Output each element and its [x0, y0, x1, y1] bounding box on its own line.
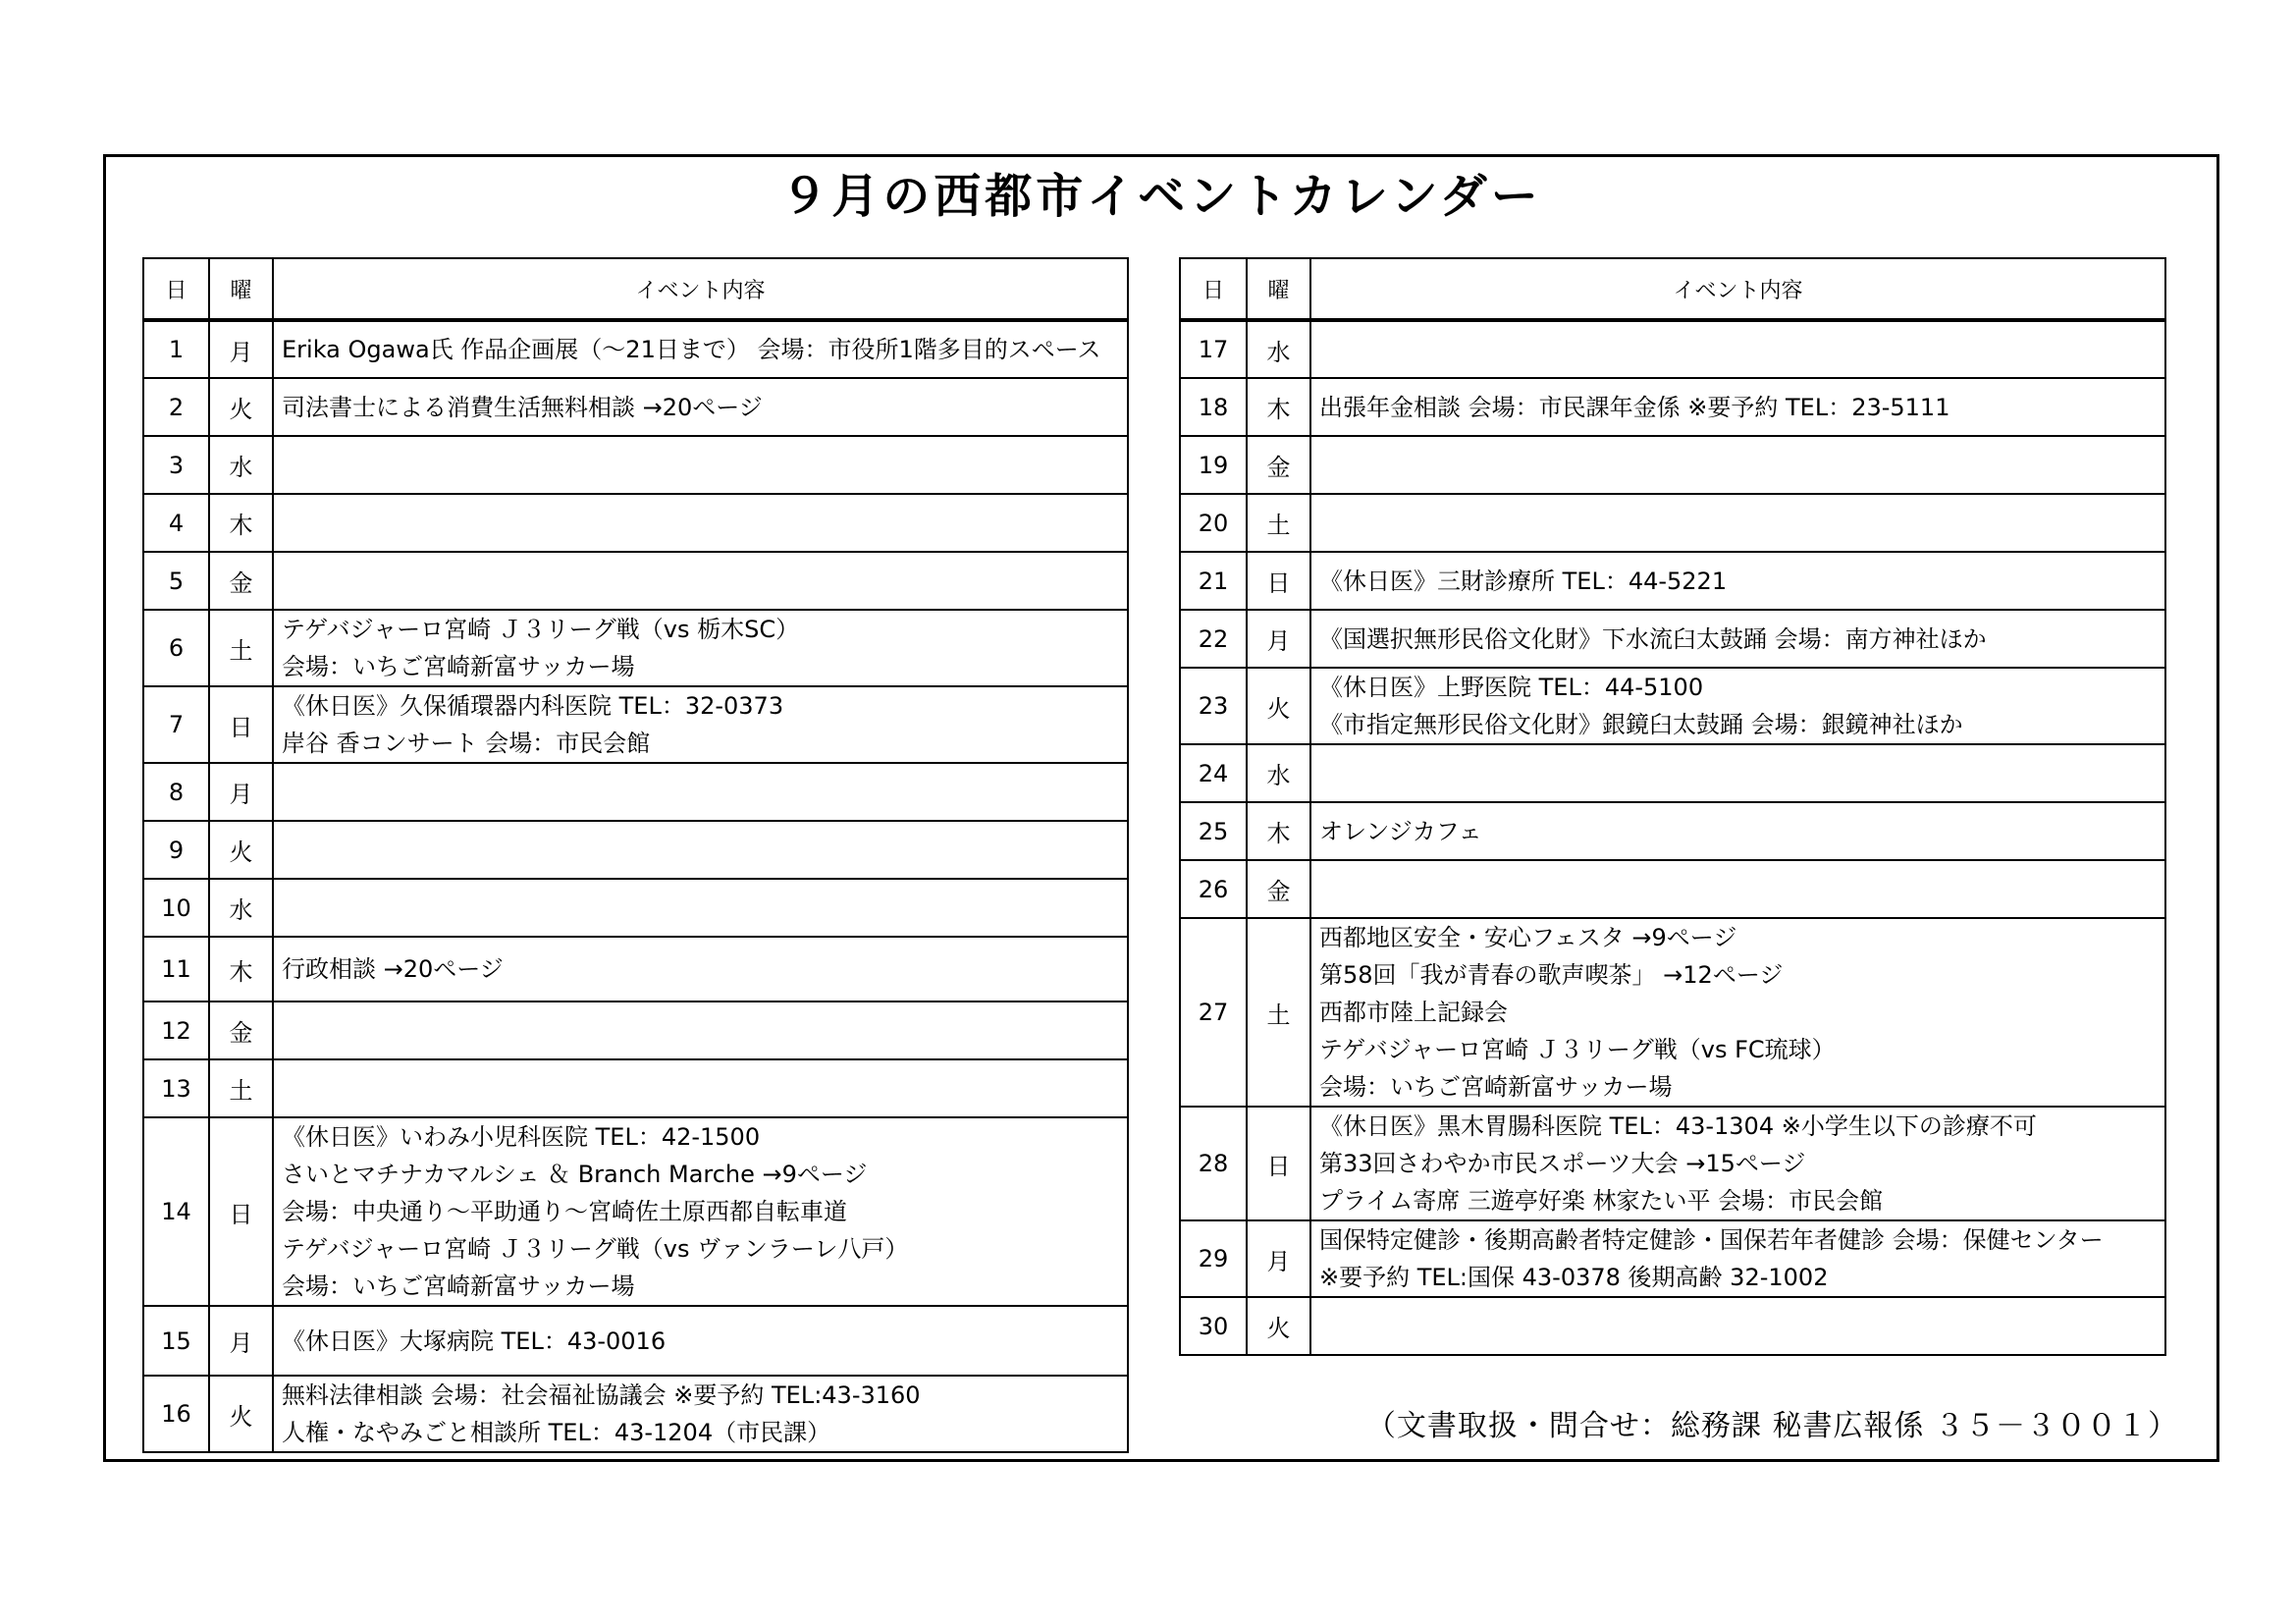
- event-line: ※要予約 TEL:国保 43-0378 後期高齢 32-1002: [1319, 1264, 1829, 1291]
- day-cell: 1: [143, 320, 209, 378]
- event-line: 国保特定健診・後期高齢者特定健診・国保若年者健診 会場：保健センター: [1319, 1226, 2104, 1254]
- event-cell: [1310, 668, 2165, 744]
- event-cell: [273, 378, 1128, 436]
- table-row: [143, 494, 1128, 552]
- event-cell: [273, 879, 1128, 937]
- event-line: さいとマチナカマルシェ ＆ Branch Marche →9ページ: [282, 1161, 868, 1188]
- weekday-cell: 水: [209, 436, 273, 494]
- event-cell: [273, 821, 1128, 879]
- weekday-cell: 木: [209, 494, 273, 552]
- event-cell: [1310, 802, 2165, 860]
- weekday-cell: 月: [209, 320, 273, 378]
- weekday-cell: 金: [209, 1001, 273, 1059]
- table-row: [1180, 918, 2165, 1107]
- event-cell: [273, 436, 1128, 494]
- event-cell: [273, 1001, 1128, 1059]
- day-cell: 26: [1180, 860, 1247, 918]
- table-row: [1180, 320, 2165, 378]
- table-row: [143, 1117, 1128, 1306]
- day-cell: 28: [1180, 1107, 1247, 1220]
- table-row: [143, 1001, 1128, 1059]
- weekday-cell: 土: [209, 610, 273, 686]
- table-row: [1180, 552, 2165, 610]
- event-line: 出張年金相談 会場：市民課年金係 ※要予約 TEL：23-5111: [1319, 393, 1950, 421]
- weekday-cell: 月: [1247, 1220, 1310, 1297]
- day-cell: 9: [143, 821, 209, 879]
- day-cell: 22: [1180, 610, 1247, 668]
- event-line: オレンジカフェ: [1319, 817, 1482, 845]
- event-line: 西都市陸上記録会: [1319, 999, 1508, 1026]
- weekday-cell: 日: [209, 1117, 273, 1306]
- event-line: 人権・なやみごと相談所 TEL：43-1204（市民課）: [282, 1419, 831, 1446]
- header-dow: 曜: [1247, 258, 1310, 320]
- day-cell: 16: [143, 1376, 209, 1452]
- day-cell: 15: [143, 1306, 209, 1376]
- table-header-row: [1180, 258, 2165, 320]
- calendar-table-left: [142, 257, 1129, 1453]
- event-line: 会場：いちご宮崎新富サッカー場: [282, 1272, 635, 1300]
- event-cell: [1310, 378, 2165, 436]
- table-header-row: [143, 258, 1128, 320]
- event-cell: [273, 1306, 1128, 1376]
- day-cell: 10: [143, 879, 209, 937]
- event-line: 岸谷 香コンサート 会場：市民会館: [282, 730, 651, 757]
- event-line: 会場：中央通り～平助通り～宮崎佐土原西都自転車道: [282, 1198, 847, 1225]
- weekday-cell: 月: [209, 763, 273, 821]
- table-row: [143, 320, 1128, 378]
- weekday-cell: 金: [1247, 436, 1310, 494]
- event-line: プライム寄席 三遊亭好楽 林家たい平 会場：市民会館: [1319, 1187, 1884, 1215]
- weekday-cell: 水: [1247, 320, 1310, 378]
- weekday-cell: 木: [1247, 802, 1310, 860]
- event-line: 《市指定無形民俗文化財》銀鏡臼太鼓踊 会場：銀鏡神社ほか: [1319, 711, 1963, 738]
- weekday-cell: 土: [209, 1059, 273, 1117]
- event-cell: [1310, 1297, 2165, 1355]
- calendar-table-right: [1179, 257, 2166, 1356]
- event-line: 《休日医》三財診療所 TEL：44-5221: [1319, 567, 1728, 595]
- header-day: 日: [143, 258, 209, 320]
- weekday-cell: 火: [209, 378, 273, 436]
- day-cell: 3: [143, 436, 209, 494]
- weekday-cell: 日: [1247, 552, 1310, 610]
- event-cell: [1310, 494, 2165, 552]
- table-row: [143, 436, 1128, 494]
- event-line: 第33回さわやか市民スポーツ大会 →15ページ: [1319, 1150, 1806, 1177]
- table-row: [1180, 1107, 2165, 1220]
- header-event: イベント内容: [273, 258, 1128, 320]
- day-cell: 23: [1180, 668, 1247, 744]
- event-line: 会場：いちご宮崎新富サッカー場: [282, 653, 635, 680]
- event-cell: [273, 937, 1128, 1001]
- event-line: 西都地区安全・安心フェスタ →9ページ: [1319, 924, 1737, 951]
- event-cell: [1310, 320, 2165, 378]
- page-title: ９月の西都市イベントカレンダー: [780, 169, 1542, 224]
- table-row: [143, 879, 1128, 937]
- day-cell: 13: [143, 1059, 209, 1117]
- event-line: 《休日医》上野医院 TEL：44-5100: [1319, 674, 1704, 701]
- table-row: [1180, 1220, 2165, 1297]
- table-row: [1180, 802, 2165, 860]
- weekday-cell: 木: [1247, 378, 1310, 436]
- table-row: [143, 1306, 1128, 1376]
- weekday-cell: 金: [209, 552, 273, 610]
- day-cell: 25: [1180, 802, 1247, 860]
- weekday-cell: 水: [209, 879, 273, 937]
- table-row: [1180, 1297, 2165, 1355]
- event-line: 《休日医》いわみ小児科医院 TEL：42-1500: [282, 1123, 761, 1151]
- event-line: テゲバジャーロ宮崎 Ｊ３リーグ戦（vs FC琉球）: [1319, 1036, 1836, 1063]
- table-row: [1180, 494, 2165, 552]
- event-line: 行政相談 →20ページ: [282, 955, 504, 983]
- event-line: 第58回「我が青春の歌声喫茶」 →12ページ: [1319, 961, 1784, 989]
- event-cell: [1310, 744, 2165, 802]
- day-cell: 4: [143, 494, 209, 552]
- event-cell: [273, 1059, 1128, 1117]
- header-day: 日: [1180, 258, 1247, 320]
- event-line: Erika Ogawa氏 作品企画展（～21日まで） 会場：市役所1階多目的スペース: [282, 336, 1101, 363]
- event-cell: [273, 320, 1128, 378]
- event-cell: [1310, 552, 2165, 610]
- day-cell: 30: [1180, 1297, 1247, 1355]
- weekday-cell: 月: [1247, 610, 1310, 668]
- weekday-cell: 土: [1247, 918, 1310, 1107]
- weekday-cell: 木: [209, 937, 273, 1001]
- contact-footer: （文書取扱・問合せ：総務課 秘書広報係 ３５－３００１）: [1365, 1409, 2178, 1443]
- day-cell: 20: [1180, 494, 1247, 552]
- event-cell: [273, 686, 1128, 763]
- day-cell: 11: [143, 937, 209, 1001]
- weekday-cell: 火: [1247, 1297, 1310, 1355]
- weekday-cell: 火: [209, 1376, 273, 1452]
- weekday-cell: 日: [209, 686, 273, 763]
- event-cell: [1310, 860, 2165, 918]
- weekday-cell: 水: [1247, 744, 1310, 802]
- day-cell: 17: [1180, 320, 1247, 378]
- event-line: テゲバジャーロ宮崎 Ｊ３リーグ戦（vs ヴァンラーレ八戸）: [282, 1235, 909, 1263]
- event-cell: [1310, 1107, 2165, 1220]
- event-line: 《休日医》黒木胃腸科医院 TEL：43-1304 ※小学生以下の診療不可: [1319, 1112, 2037, 1140]
- weekday-cell: 火: [1247, 668, 1310, 744]
- event-cell: [273, 763, 1128, 821]
- day-cell: 29: [1180, 1220, 1247, 1297]
- day-cell: 7: [143, 686, 209, 763]
- table-row: [143, 686, 1128, 763]
- day-cell: 2: [143, 378, 209, 436]
- event-line: 無料法律相談 会場：社会福祉協議会 ※要予約 TEL:43-3160: [282, 1381, 921, 1409]
- table-row: [143, 1376, 1128, 1452]
- weekday-cell: 火: [209, 821, 273, 879]
- day-cell: 18: [1180, 378, 1247, 436]
- weekday-cell: 月: [209, 1306, 273, 1376]
- event-line: 《休日医》久保循環器内科医院 TEL：32-0373: [282, 692, 784, 720]
- event-cell: [273, 494, 1128, 552]
- header-event: イベント内容: [1310, 258, 2165, 320]
- event-cell: [1310, 918, 2165, 1107]
- event-cell: [273, 1117, 1128, 1306]
- day-cell: 6: [143, 610, 209, 686]
- table-row: [1180, 668, 2165, 744]
- table-row: [1180, 610, 2165, 668]
- day-cell: 24: [1180, 744, 1247, 802]
- table-row: [143, 821, 1128, 879]
- event-cell: [1310, 610, 2165, 668]
- table-row: [1180, 378, 2165, 436]
- table-row: [1180, 744, 2165, 802]
- weekday-cell: 金: [1247, 860, 1310, 918]
- table-row: [1180, 860, 2165, 918]
- day-cell: 14: [143, 1117, 209, 1306]
- table-row: [143, 610, 1128, 686]
- event-line: 会場：いちご宮崎新富サッカー場: [1319, 1073, 1673, 1101]
- event-line: 《国選択無形民俗文化財》下水流臼太鼓踊 会場：南方神社ほか: [1319, 624, 1987, 653]
- day-cell: 12: [143, 1001, 209, 1059]
- table-row: [143, 937, 1128, 1001]
- day-cell: 27: [1180, 918, 1247, 1107]
- table-row: [143, 1059, 1128, 1117]
- event-line: 《休日医》大塚病院 TEL：43-0016: [282, 1326, 667, 1355]
- event-line: 司法書士による消費生活無料相談 →20ページ: [282, 393, 763, 421]
- weekday-cell: 日: [1247, 1107, 1310, 1220]
- event-cell: [273, 1376, 1128, 1452]
- event-cell: [273, 552, 1128, 610]
- event-cell: [1310, 1220, 2165, 1297]
- day-cell: 21: [1180, 552, 1247, 610]
- day-cell: 8: [143, 763, 209, 821]
- table-row: [143, 552, 1128, 610]
- event-cell: [273, 610, 1128, 686]
- table-row: [1180, 436, 2165, 494]
- day-cell: 19: [1180, 436, 1247, 494]
- event-line: テゲバジャーロ宮崎 Ｊ３リーグ戦（vs 栃木SC）: [282, 616, 800, 643]
- table-row: [143, 763, 1128, 821]
- table-row: [143, 378, 1128, 436]
- day-cell: 5: [143, 552, 209, 610]
- header-dow: 曜: [209, 258, 273, 320]
- event-cell: [1310, 436, 2165, 494]
- weekday-cell: 土: [1247, 494, 1310, 552]
